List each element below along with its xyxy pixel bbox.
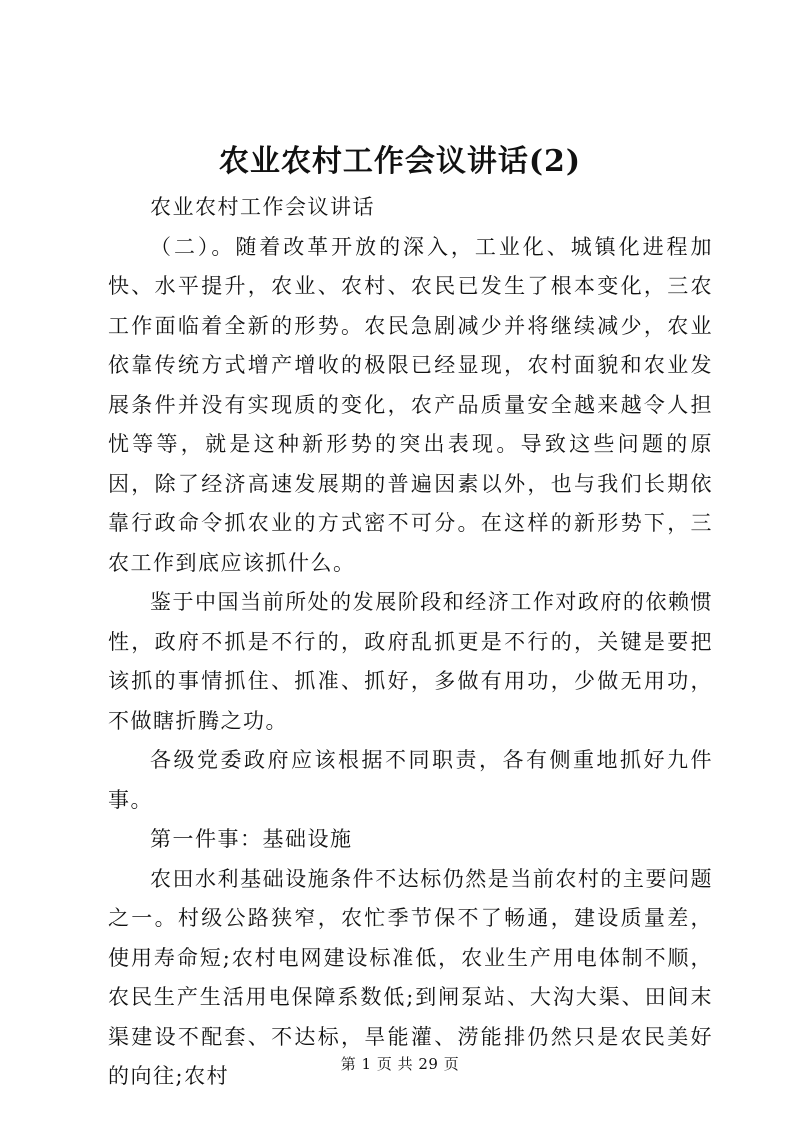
document-body <box>108 188 713 1097</box>
paragraph: 各级党委政府应该根据不同职责，各有侧重地抓好九件事。 <box>108 748 713 812</box>
paragraph: 农田水利基础设施条件不达标仍然是当前农村的主要问题之一。村级公路狭窄，农忙季节保不了畅通，建设质量差，使用寿命短;农村电网建设标准低，农业生产用电体制不顺，农民生产生活用电保障系数低;到闸泵站、大沟大渠、田间末渠建设不配套、不达标，旱能灌、涝能排仍然只是农民美好的向往;农村 <box>108 866 713 1088</box>
paragraph: 鉴于中国当前所处的发展阶段和经济工作对政府的依赖惯性，政府不抓是不行的，政府乱抓更是不行的，关键是要把该抓的事情抓住、抓准、抓好，多做有用功，少做无用功，不做瞎折腾之功。 <box>108 590 713 733</box>
page-number-footer: 第 1 页 共 29 页 <box>340 1055 460 1073</box>
paragraph: （二）。随着改革开放的深入，工业化、城镇化进程加快、水平提升，农业、农村、农民已发生了根本变化，三农工作面临着全新的形势。农民急剧减少并将继续减少，农业依靠传统方式增产增收的极限已经显现，农村面貌和农业发展条件并没有实现质的变化，农产品质量安全越来越令人担忧等等，就是这种新形势的突出表现。导致这些问题的原因，除了经济高速发展期的普遍因素以外，也与我们长期依靠行政命令抓农业的方式密不可分。在这样的新形势下，三农工作到底应该抓什么。 <box>108 234 713 575</box>
paragraph-subtitle: 农业农村工作会议讲话 <box>150 195 375 219</box>
section-heading: 第一件事：基础设施 <box>150 827 353 851</box>
document-title: 农业农村工作会议讲话(2) <box>218 144 582 179</box>
